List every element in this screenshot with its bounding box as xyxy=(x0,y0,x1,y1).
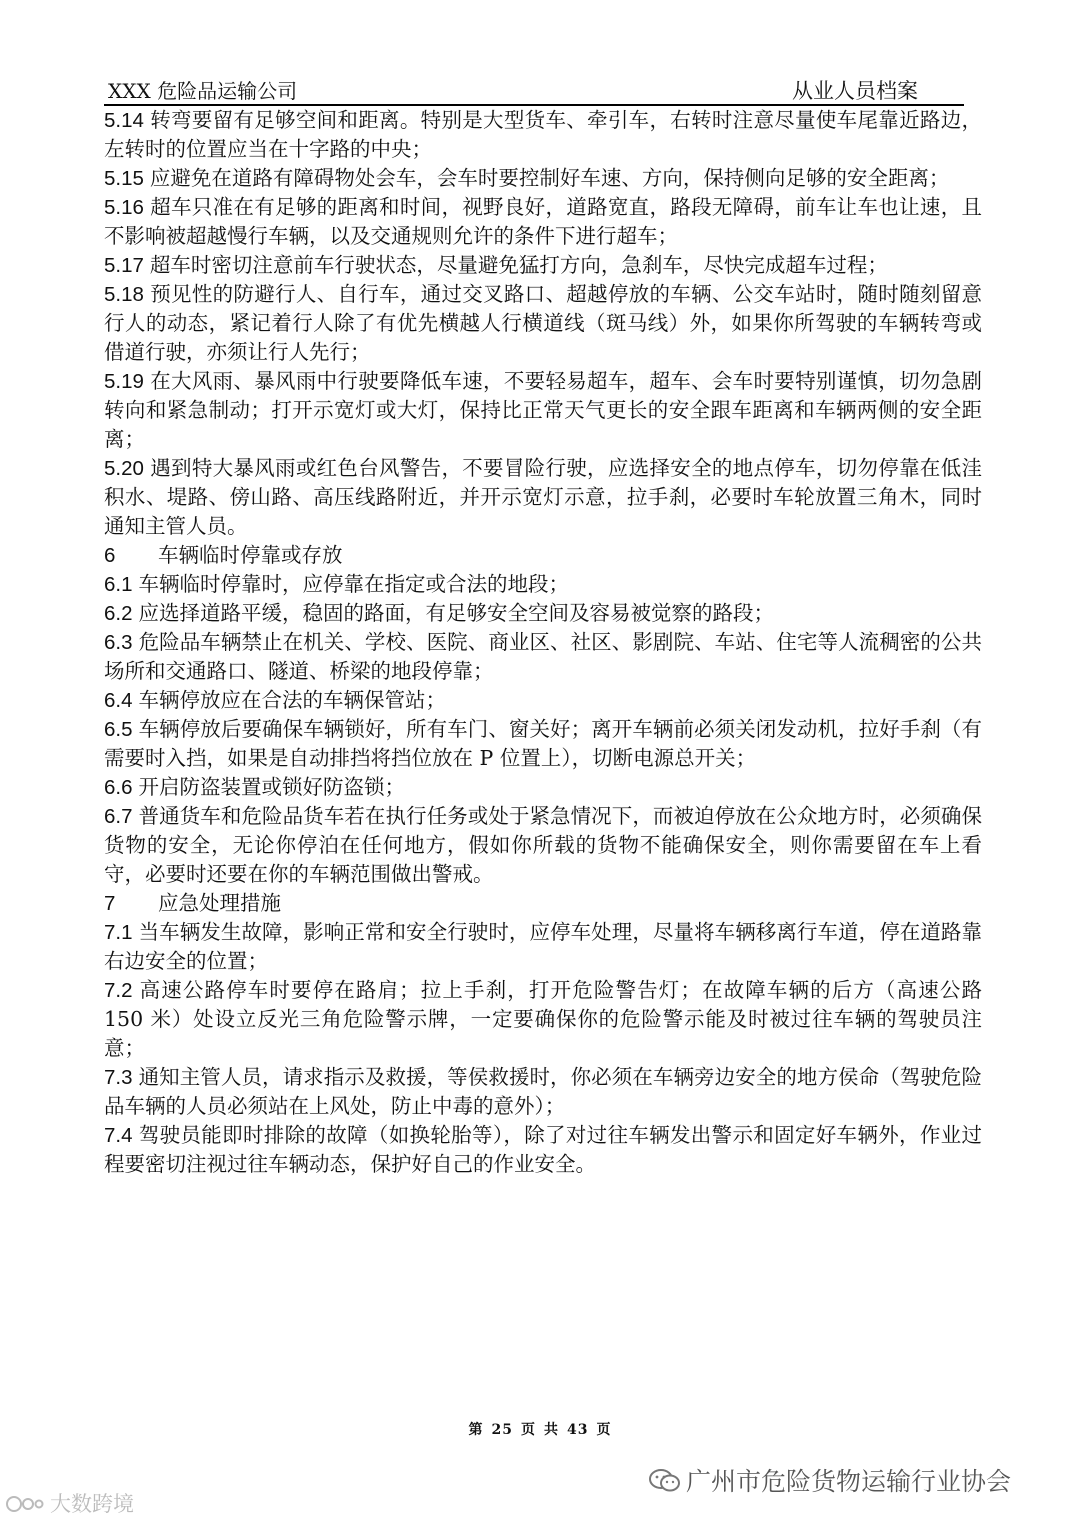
paragraph xyxy=(104,918,982,976)
clause-text: 遇到特大暴风雨或红色台风警告，不要冒险行驶，应选择安全的地点停车，切勿停靠在低洼积水、堤路、傍山路、高压线路附近，并开示宽灯示意，拉手刹，必要时车轮放置三角木，同时通知主管人员。 xyxy=(104,456,982,538)
watermark-brand xyxy=(4,1488,134,1518)
watermark-association xyxy=(648,1462,1011,1498)
clause-text: 车辆停放应在合法的车辆保管站； xyxy=(138,688,446,712)
paragraph xyxy=(104,773,982,802)
footer-label: 第 xyxy=(468,1422,484,1438)
clause-text: 超车只准在有足够的距离和时间，视野良好，道路宽直，路段无障碍，前车让车也让速，且不影响被超越慢行车辆，以及交通规则允许的条件下进行超车； xyxy=(104,195,982,248)
clause-number: 7.1 xyxy=(104,921,133,944)
clause-text: 应选择道路平缓，稳固的路面，有足够安全空间及容易被觉察的路段； xyxy=(138,601,774,625)
paragraph xyxy=(104,715,982,773)
section-heading xyxy=(104,889,982,918)
paragraph xyxy=(104,193,982,251)
clause-number: 7.2 xyxy=(104,979,133,1002)
clause-text: 开启防盗装置或锁好防盗锁； xyxy=(138,775,405,799)
section-heading xyxy=(104,541,982,570)
clause-text: 预见性的防避行人、自行车，通过交叉路口、超越停放的车辆、公交车站时，随时随刻留意行人的动态，紧记着行人除了有优先横越人行横道线（斑马线）外，如果你所驾驶的车辆转弯或借道行驶，亦须让行人先行； xyxy=(104,282,982,364)
paragraph xyxy=(104,802,982,889)
clause-number: 5.17 xyxy=(104,254,144,277)
clause-number: 7.3 xyxy=(104,1066,133,1089)
paragraph xyxy=(104,280,982,367)
clause-text: 危险品车辆禁止在机关、学校、医院、商业区、社区、影剧院、车站、住宅等人流稠密的公共场所和交通路口、隧道、桥梁的地段停靠； xyxy=(104,630,982,683)
page-total: 43 xyxy=(567,1422,589,1438)
clause-number: 6.7 xyxy=(104,805,133,828)
clause-number: 6.1 xyxy=(104,573,133,596)
clause-text: 超车时密切注意前车行驶状态，尽量避免猛打方向，急刹车，尽快完成超车过程； xyxy=(149,253,888,277)
section-number: 7 xyxy=(104,892,116,915)
clause-text: 应避免在道路有障碍物处会车，会车时要控制好车速、方向，保持侧向足够的安全距离； xyxy=(149,166,950,190)
clause-number: 5.19 xyxy=(104,370,144,393)
footer-label: 共 xyxy=(544,1422,559,1438)
clause-text: 在大风雨、暴风雨中行驶要降低车速，不要轻易超车，超车、会车时要特别谨慎，切勿急剧转向和紧急制动；打开示宽灯或大灯，保持比正常天气更长的安全跟车距离和车辆两侧的安全距离； xyxy=(104,369,982,451)
clause-number: 7.4 xyxy=(104,1124,133,1147)
clause-number: 5.16 xyxy=(104,196,144,219)
clause-text: 当车辆发生故障，影响正常和安全行驶时，应停车处理，尽量将车辆移离行车道，停在道路靠右边安全的位置； xyxy=(104,920,982,973)
paragraph xyxy=(104,686,982,715)
clause-number: 5.18 xyxy=(104,283,144,306)
clause-text: 高速公路停车时要停在路肩；拉上手刹，打开危险警告灯；在故障车辆的后方（高速公路 150 米）处设立反光三角危险警示牌，一定要确保你的危险警示能及时被过往车辆的驾驶员注意； xyxy=(104,978,982,1060)
paragraph xyxy=(104,367,982,454)
clause-text: 车辆停放后要确保车辆锁好，所有车门、窗关好；离开车辆前必须关闭发动机，拉好手刹（有需要时入挡，如果是自动排挡将挡位放在 P 位置上），切断电源总开关； xyxy=(104,717,982,770)
section-number: 6 xyxy=(104,544,116,567)
paragraph xyxy=(104,251,982,280)
paragraph xyxy=(104,570,982,599)
footer-label: 页 xyxy=(521,1422,536,1438)
clause-number: 6.2 xyxy=(104,602,133,625)
clause-number: 6.4 xyxy=(104,689,133,712)
paragraph xyxy=(104,976,982,1063)
clause-number: 6.6 xyxy=(104,776,133,799)
brand-logo-icon xyxy=(4,1494,48,1514)
clause-text: 转弯要留有足够空间和距离。特别是大型货车、牵引车，右转时注意尽量使车尾靠近路边，左转时的位置应当在十字路的中央； xyxy=(104,108,982,161)
clause-number: 6.3 xyxy=(104,631,133,654)
header-doc-type: 从业人员档案 xyxy=(792,79,918,103)
clause-number: 6.5 xyxy=(104,718,133,741)
clause-text: 普通货车和危险品货车若在执行任务或处于紧急情况下，而被迫停放在公众地方时，必须确保货物的安全，无论你停泊在任何地方，假如你所载的货物不能确保安全，则你需要留在车上看守，必要时还要在你的车辆范围做出警戒。 xyxy=(104,804,982,886)
paragraph xyxy=(104,106,982,164)
page-number: 25 xyxy=(491,1422,513,1438)
clause-number: 5.20 xyxy=(104,457,144,480)
clause-text: 车辆临时停靠时，应停靠在指定或合法的地段； xyxy=(138,572,569,596)
page-footer xyxy=(0,1419,1080,1439)
clause-text: 驾驶员能即时排除的故障（如换轮胎等），除了对过往车辆发出警示和固定好车辆外，作业过程要密切注视过往车辆动态，保护好自己的作业安全。 xyxy=(104,1123,982,1176)
paragraph xyxy=(104,628,982,686)
paragraph xyxy=(104,1121,982,1179)
paragraph xyxy=(104,164,982,193)
watermark-brand-text: 大数跨境 xyxy=(50,1492,134,1516)
watermark-association-text: 广州市危险货物运输行业协会 xyxy=(686,1467,1012,1496)
page-header xyxy=(104,78,964,106)
footer-label: 页 xyxy=(596,1422,612,1438)
wechat-icon xyxy=(648,1468,682,1494)
paragraph xyxy=(104,599,982,628)
header-company: XXX 危险品运输公司 xyxy=(108,79,298,103)
clause-number: 5.14 xyxy=(104,109,144,132)
clause-text: 通知主管人员，请求指示及救援，等侯救援时，你必须在车辆旁边安全的地方侯命（驾驶危险品车辆的人员必须站在上风处，防止中毒的意外）； xyxy=(104,1065,982,1118)
section-title: 应急处理措施 xyxy=(158,891,281,915)
paragraph xyxy=(104,1063,982,1121)
clause-number: 5.15 xyxy=(104,167,144,190)
document-body xyxy=(104,106,982,1179)
section-title: 车辆临时停靠或存放 xyxy=(158,543,343,567)
paragraph xyxy=(104,454,982,541)
